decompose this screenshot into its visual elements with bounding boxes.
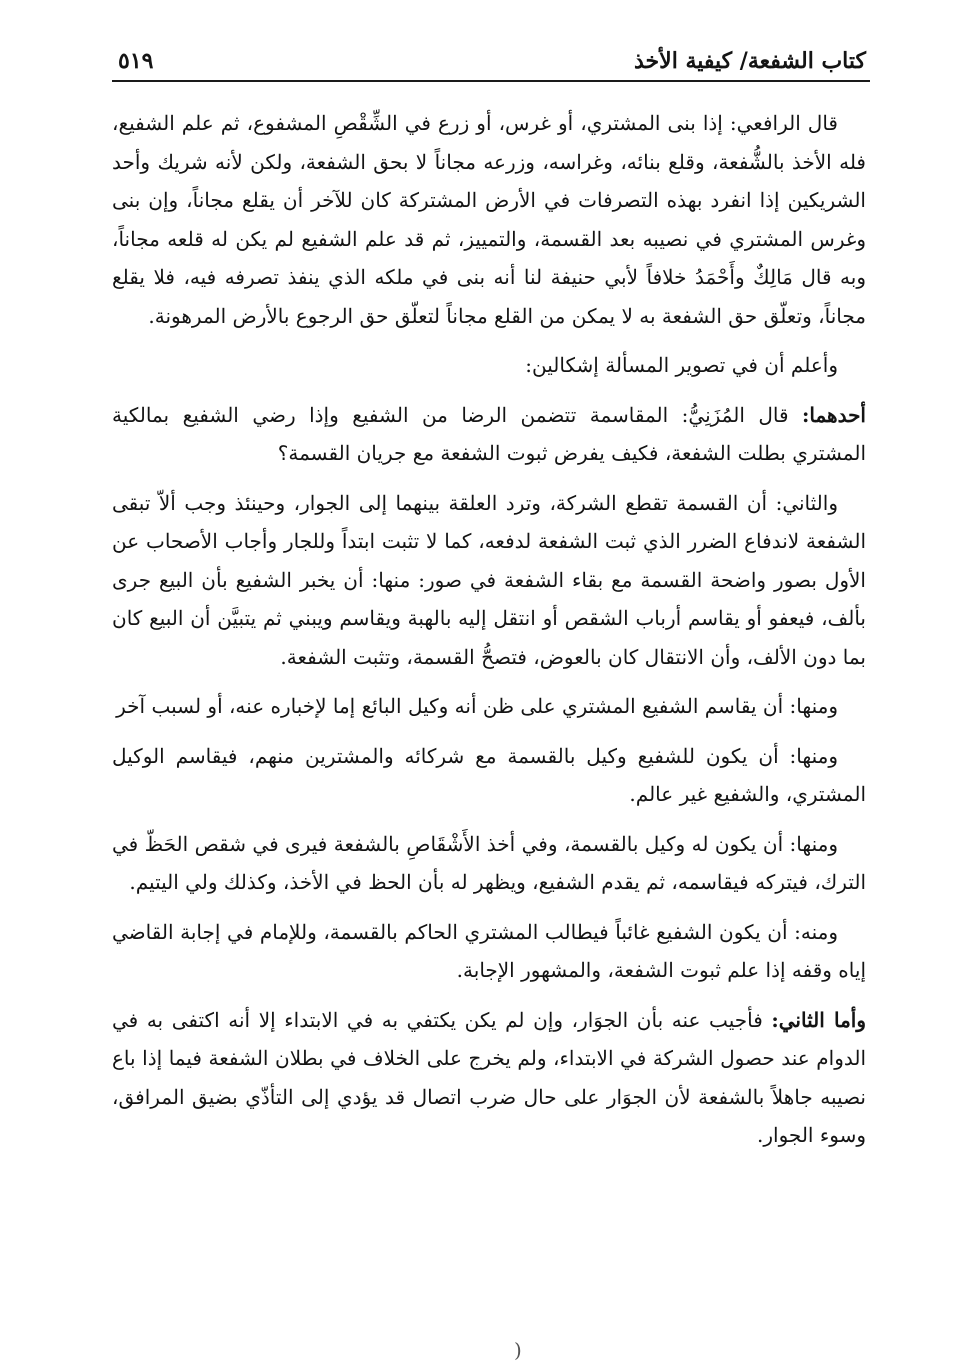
paragraph-7-text: ومنها: أن يكون له وكيل بالقسمة، وفي أخذ الأَشْقَاصِ بالشفعة فيرى في شقص الحَظّ في الترك، فيتركه فيقاسمه، ثم يقدم الشفيع، ويظهر له بأن الحظ في الأخذ، وكذلك ولي اليتيم. <box>112 831 866 894</box>
paragraph-5 <box>112 687 866 726</box>
paragraph-6-text: ومنها: أن يكون للشفيع وكيل بالقسمة مع شركائه والمشترين منهم، فيقاسم الوكيل المشتري، والشفيع غير عالم. <box>112 743 866 806</box>
running-title: كتاب الشفعة/ كيفية الأخذ <box>634 48 866 74</box>
paragraph-4-text: والثاني: أن القسمة تقطع الشركة، وترد العلقة بينهما إلى الجوار، وحينئذ وجب ألاّ تبقى الشفعة لاندفاع الضرر الذي ثبت الشفعة لدفعه، كما لا تثبت ابتداً وللجار وأجاب الأصحاب عن الأول بصور واضحة القسمة مع بقاء الشفعة في صور: منها: أن يخبر الشفيع بأن البيع جرى بألف، فيعفو أو يقاسم أرباب الشقص أو انتقل إليه بالهبة ويقاسم ويبني ثم يتبيَّن أن البيع كان بما دون الألف، وأن الانتقال كان بالعوض، فتصحُّ القسمة، وتثبت الشفعة. <box>112 490 866 669</box>
paragraph-5-text: ومنها: أن يقاسم الشفيع المشتري على ظن أنه وكيل البائع إما لإخباره عنه، أو لسبب آخر <box>116 694 838 718</box>
paragraph-4 <box>112 484 866 677</box>
paragraph-1-text: قال الرافعي: إذا بنى المشتري، أو غرس، أو زرع في الشِّقْصِ المشفوع، ثم علم الشفيع، فله الأخذ بالشُّفعة، وقلع بنائه، وغراسه، وزرعه مجاناً لا بحق الشفعة، ولكن لأنه شريك وأحد الشريكين إذا انفرد بهذه التصرفات في الأرض المشتركة كان للآخر أن يقلع مجاناً، وإن بنى وغرس المشتري في نصيبه بعد القسمة، والتمييز، ثم قد علم الشفيع لم يكن له قلعه مجاناً، وبه قال مَالِكٌ وأَحْمَدُ خلافاً لأبي حنيفة لنا أنه بنى في ملكه الذي ينفذ تصرفه فيه، فلا يقلع مجاناً، وتعلّق حق الشفعة به لا يمكن من القلع مجاناً لتعلّق حق الرجوع بالأرض المرهونة. <box>112 111 866 328</box>
paragraph-1 <box>112 104 866 335</box>
paragraph-3 <box>112 396 866 473</box>
paragraph-8-text: ومنه: أن يكون الشفيع غائباً فيطالب المشتري الحاكم بالقسمة، وللإمام في إجابة القاضي إياه وقفه إذا علم ثبوت الشفعة، والمشهور الإجابة. <box>112 919 866 982</box>
paragraph-3-lead: أحدهما: <box>801 402 866 427</box>
header-divider <box>112 80 870 82</box>
paragraph-3-text: قال المُزَنِيُّ: المقاسمة تتضمن الرضا من الشفيع وإذا رضي الشفيع بمالكية المشتري بطلت الشفعة، فكيف يفرض ثبوت الشفعة مع جريان القسمة؟ <box>112 402 866 465</box>
paragraph-7 <box>112 825 866 902</box>
running-header <box>118 34 866 74</box>
paragraph-9-lead: وأما الثاني: <box>771 1007 866 1032</box>
scan-mark: ) <box>514 1338 522 1362</box>
paragraph-6 <box>112 737 866 814</box>
paragraph-2-text: وأعلم أن في تصوير المسألة إشكالين: <box>525 353 838 377</box>
page-number: ٥١٩ <box>118 48 154 74</box>
paragraph-2 <box>112 346 866 385</box>
paragraph-9 <box>112 1001 866 1155</box>
paragraph-9-text: فأجيب عنه بأن الجوَار، وإن لم يكن يكتفي به في الابتداء إلا أنه اكتفى به في الدوام عند حصول الشركة في الابتداء، ولم يخرج على الخلاف في بطلان الشفعة فيما إذا باع نصيبه جاهلاً بالشفعة لأن الجوَار على حال ضرب اتصال قد يؤدي إلى التأذّي بضيق المرافق، وسوء الجوار. <box>112 1007 866 1147</box>
paragraph-8 <box>112 913 866 990</box>
body-text <box>112 104 866 1166</box>
